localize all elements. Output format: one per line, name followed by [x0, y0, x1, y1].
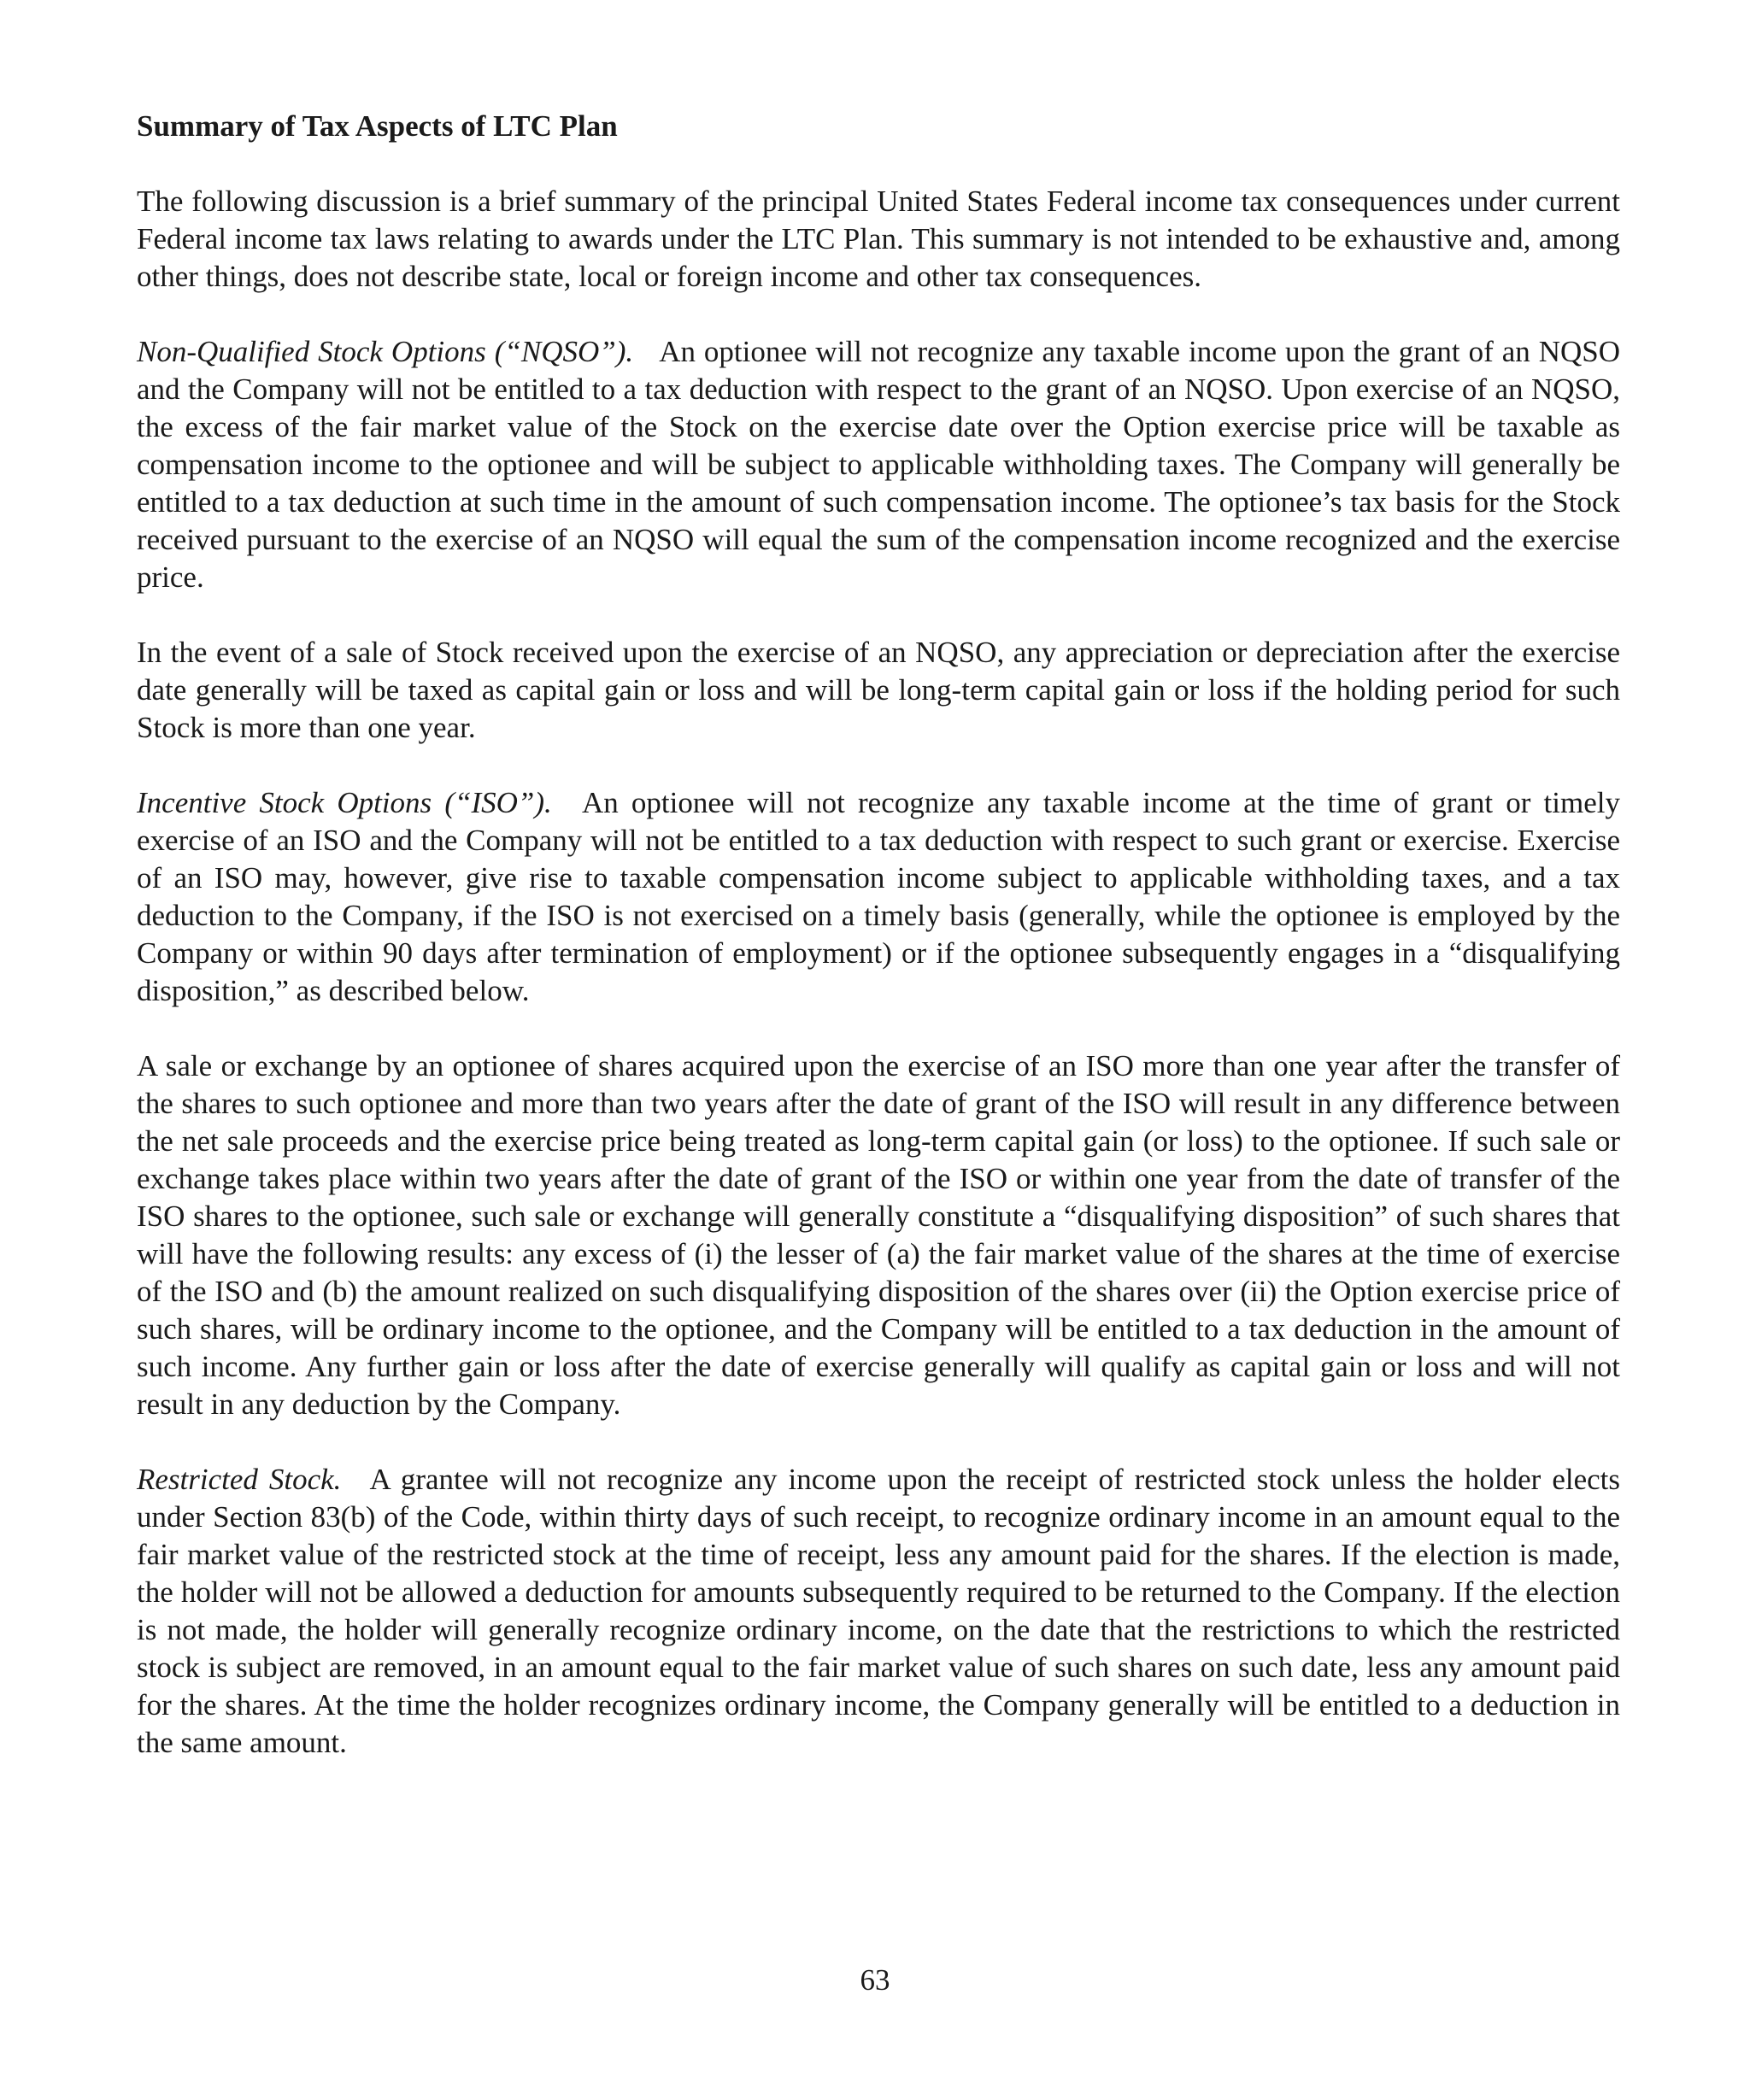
- paragraph-text: An optionee will not recognize any taxable income at the time of grant or timely exercise of an ISO and the Company will not be entitled to a tax deduction with respect to such grant or exercise. Exercise of an ISO may, however, give rise to taxable compensation income subject to applicable withholding taxes, and a tax deduction to the Company, if the ISO is not exercised on a timely basis (generally, while the optionee is employed by the Company or within 90 days after termination of employment) or if the optionee subsequently engages in a “disqualifying disposition,” as described below.: [137, 786, 1620, 1007]
- paragraph-text: In the event of a sale of Stock received upon the exercise of an NQSO, any appreciation or depreciation after the exercise date generally will be taxed as capital gain or loss and will be long-term capital gain or loss if the holding period for such Stock is more than one year.: [137, 636, 1620, 744]
- section-heading: Summary of Tax Aspects of LTC Plan: [137, 109, 618, 143]
- paragraph-text: The following discussion is a brief summary of the principal United States Federal income tax consequences under current Federal income tax laws relating to awards under the LTC Plan. This summary is not intended to be exhaustive and, among other things, does not describe state, local or foreign income and other tax consequences.: [137, 185, 1620, 293]
- paragraph-intro: [137, 183, 1620, 296]
- paragraph-text: An optionee will not recognize any taxable income upon the grant of an NQSO and the Company will not be entitled to a tax deduction with respect to the grant of an NQSO. Upon exercise of an NQSO, the excess of the fair market value of the Stock on the exercise date over the Option exercise price will be taxable as compensation income to the optionee and will be subject to applicable withholding taxes. The Company will generally be entitled to a tax deduction at such time in the amount of such compensation income. The optionee’s tax basis for the Stock received pursuant to the exercise of an NQSO will equal the sum of the compensation income recognized and the exercise price.: [137, 335, 1621, 594]
- paragraph-text: A sale or exchange by an optionee of shares acquired upon the exercise of an ISO more than one year after the transfer of the shares to such optionee and more than two years after the date of grant of the ISO will result in any difference between the net sale proceeds and the exercise price being treated as long-term capital gain (or loss) to the optionee. If such sale or exchange takes place within two years after the date of grant of the ISO or within one year from the date of transfer of the ISO shares to the optionee, such sale or exchange will generally constitute a “disqualifying disposition” of such shares that will have the following results: any excess of (i) the lesser of (a) the fair market value of the shares at the time of exercise of the ISO and (b) the amount realized on such disqualifying disposition of the shares over (ii) the Option exercise price of such shares, will be ordinary income to the optionee, and the Company will be entitled to a tax deduction in the amount of such income. Any further gain or loss after the date of exercise generally will qualify as capital gain or loss and will not result in any deduction by the Company.: [137, 1049, 1620, 1421]
- paragraph-lead-iso: Incentive Stock Options (“ISO”).: [137, 786, 552, 819]
- paragraph-nqso-sale: [137, 634, 1620, 747]
- paragraph-iso: [137, 784, 1620, 1010]
- paragraph-lead-restricted-stock: Restricted Stock.: [137, 1463, 342, 1496]
- paragraph-lead-nqso: Non-Qualified Stock Options (“NQSO”).: [137, 335, 634, 368]
- paragraph-restricted-stock: [137, 1461, 1620, 1762]
- document-page: [137, 108, 1620, 1799]
- paragraph-nqso: [137, 333, 1620, 596]
- page-number: 63: [860, 1963, 890, 1997]
- paragraph-text: A grantee will not recognize any income upon the receipt of restricted stock unless the holder elects under Section 83(b) of the Code, within thirty days of such receipt, to recognize ordinary income in an amount equal to the fair market value of the restricted stock at the time of receipt, less any amount paid for the shares. If the election is made, the holder will not be allowed a deduction for amounts subsequently required to be returned to the Company. If the election is not made, the holder will generally recognize ordinary income, on the date that the restrictions to which the restricted stock is subject are removed, in an amount equal to the fair market value of such shares on such date, less any amount paid for the shares. At the time the holder recognizes ordinary income, the Company generally will be entitled to a deduction in the same amount.: [137, 1463, 1620, 1759]
- paragraph-iso-sale: [137, 1047, 1620, 1423]
